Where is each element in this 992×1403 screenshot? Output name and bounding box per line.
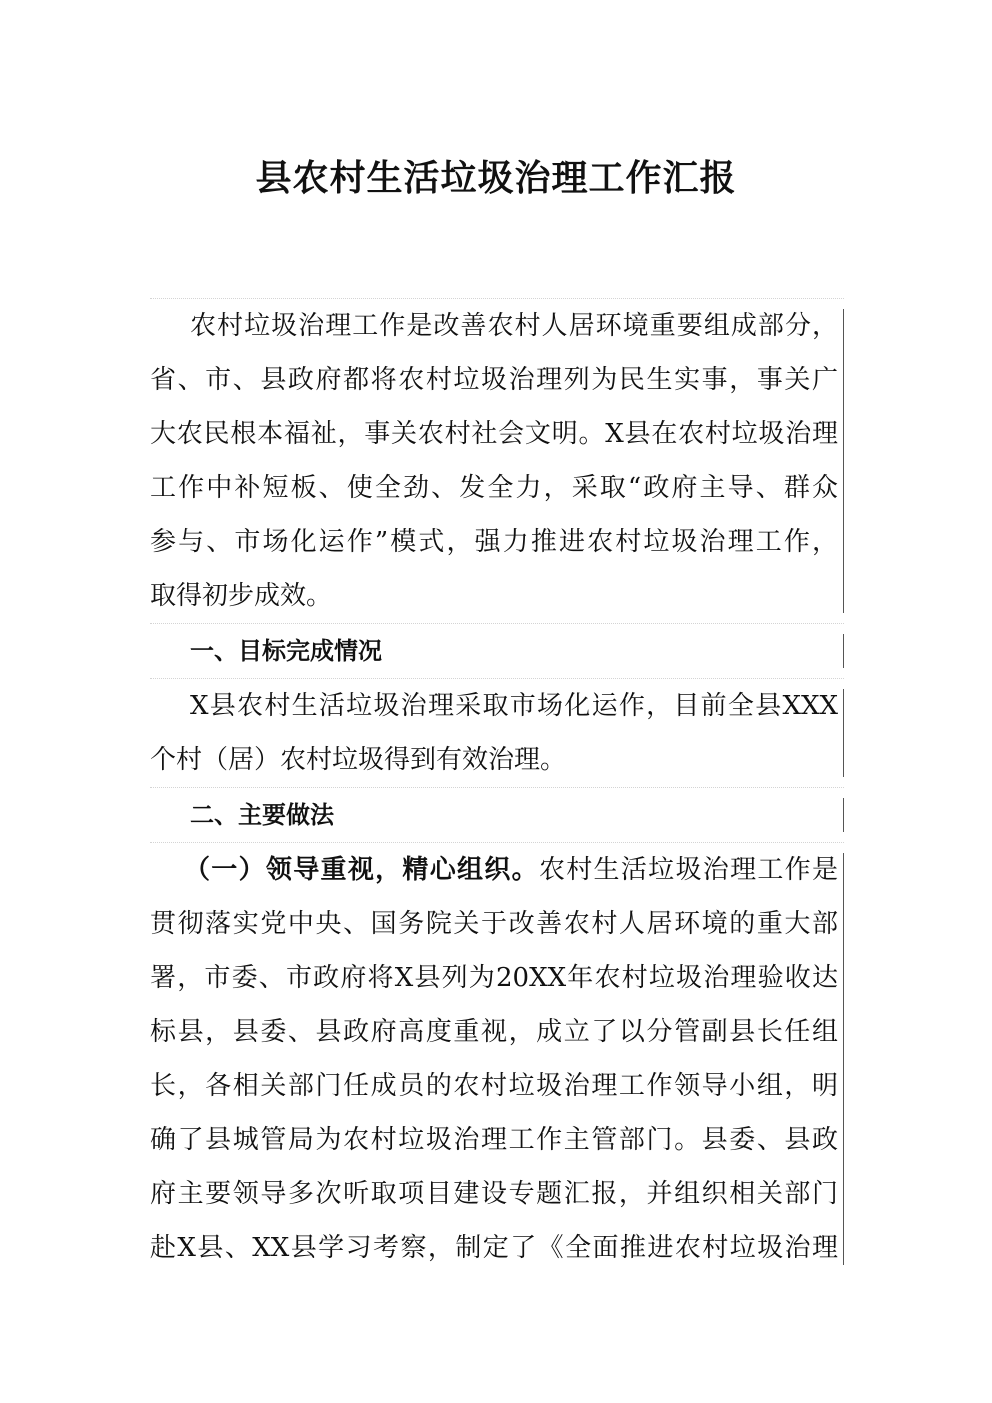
subsection-1-line: 标县，县委、县政府高度重视，成立了以分管副县长任组 [150,1017,838,1047]
subsection-1-first-line-text: 农村生活垃圾治理工作是 [538,855,838,885]
section-2-heading: 二、主要做法 [190,801,334,829]
section-2-subsection-1 [150,842,844,1275]
intro-line: 参与、市场化运作”模式，强力推进农村垃圾治理工作， [150,527,838,557]
subsection-1-line: 署，市委、市政府将X县列为20XX年农村垃圾治理验收达 [150,963,838,993]
section-1-paragraph [150,678,844,787]
intro-line: 大农民根本福祉，事关农村社会文明。X县在农村垃圾治理 [150,419,838,449]
intro-paragraph [150,298,844,623]
subsection-1-line: 赴X县、XX县学习考察，制定了《全面推进农村垃圾治理 [150,1233,838,1263]
subsection-1-line: 贯彻落实党中央、国务院关于改善农村人居环境的重大部 [150,909,838,939]
section-1-heading-block [150,623,844,678]
section-1-line: 个村（居）农村垃圾得到有效治理。 [150,745,567,775]
section-2-heading-block [150,787,844,842]
section-1-line: X县农村生活垃圾治理采取市场化运作，目前全县XXX [190,691,838,721]
intro-line: 取得初步成效。 [150,581,333,611]
subsection-1-line: 长，各相关部门任成员的农村垃圾治理工作领导小组，明 [150,1071,838,1101]
subsection-1-lead: （一）领导重视，精心组织。 [184,855,539,885]
subsection-1-line: 府主要领导多次听取项目建设专题汇报，并组织相关部门 [150,1179,838,1209]
page-title: 县农村生活垃圾治理工作汇报 [255,157,737,199]
section-1-heading: 一、目标完成情况 [190,637,382,665]
intro-line: 农村垃圾治理工作是改善农村人居环境重要组成部分， [190,311,838,341]
intro-line: 省、市、县政府都将农村垃圾治理列为民生实事，事关广 [150,365,838,395]
document-body [150,298,844,1275]
subsection-1-line: 确了县城管局为农村垃圾治理工作主管部门。县委、县政 [150,1125,838,1155]
subsection-1-first-line [150,843,844,897]
intro-line: 工作中补短板、使全劲、发全力，采取“政府主导、群众 [150,473,838,503]
